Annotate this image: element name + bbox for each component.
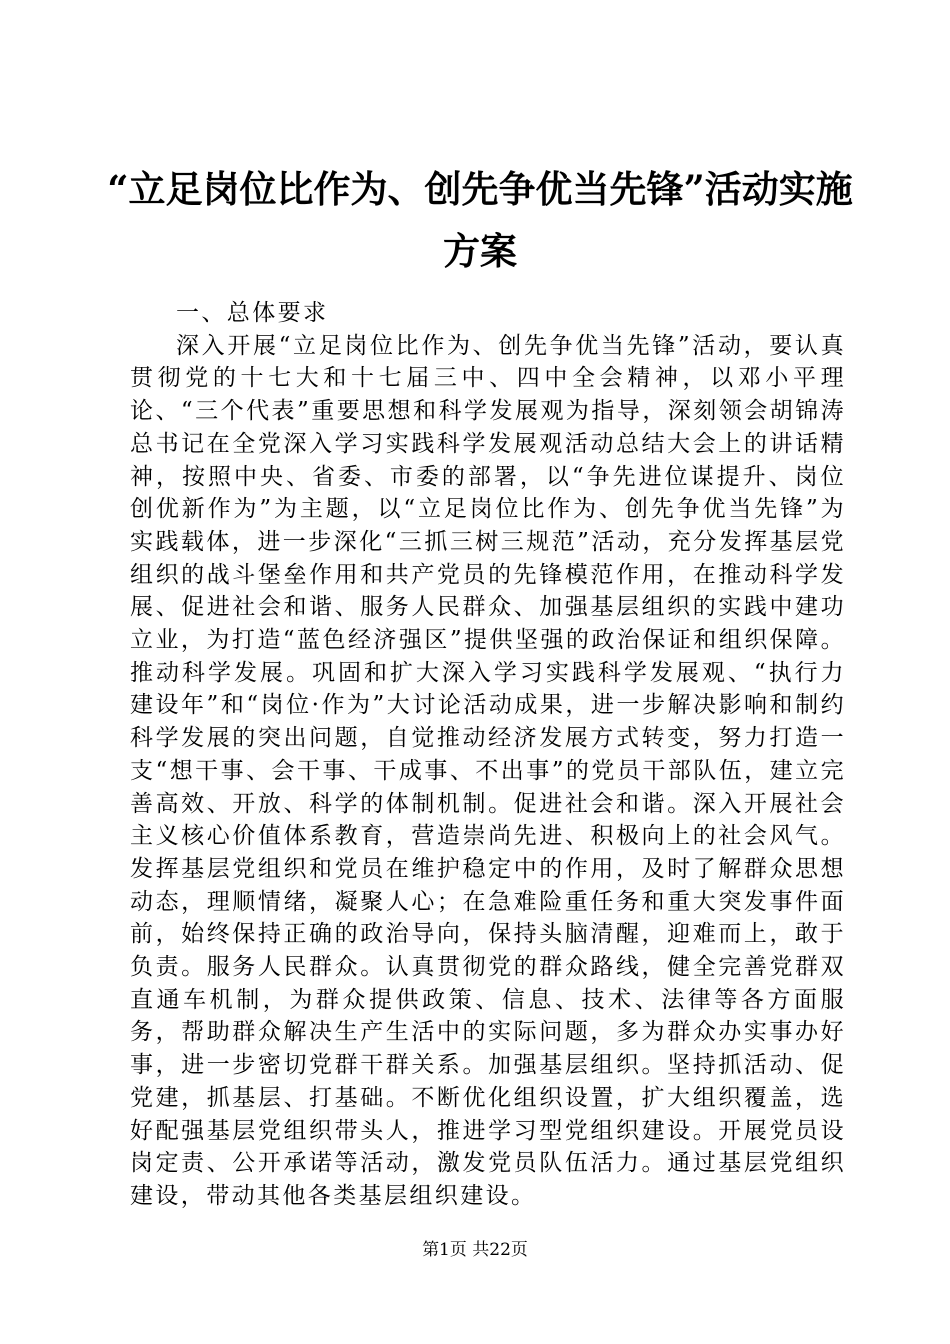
document-body [130, 297, 846, 1213]
document-title: “立足岗位比作为、创先争优当先锋”活动实施方案 [107, 167, 853, 273]
section-heading: 一、总体要求 [176, 300, 329, 326]
body-paragraph: 深入开展“立足岗位比作为、创先争优当先锋”活动，要认真贯彻党的十七大和十七届三中、四中全会精神，以邓小平理论、“三个代表”重要思想和科学发展观为指导，深刻领会胡锦涛总书记在全党深入学习实践科学发展观活动总结大会上的讲话精神，按照中央、省委、市委的部署，以“争先进位谋提升、岗位创优新作为”为主题，以“立足岗位比作为、创先争优当先锋”为实践载体，进一步深化“三抓三树三规范”活动，充分发挥基层党组织的战斗堡垒作用和共产党员的先锋模范作用，在推动科学发展、促进社会和谐、服务人民群众、加强基层组织的实践中建功立业，为打造“蓝色经济强区”提供坚强的政治保证和组织保障。推动科学发展。巩固和扩大深入学习实践科学发展观、“执行力建设年”和“岗位·作为”大讨论活动成果，进一步解决影响和制约科学发展的突出问题，自觉推动经济发展方式转变，努力打造一支“想干事、会干事、干成事、不出事”的党员干部队伍，建立完善高效、开放、科学的体制机制。促进社会和谐。深入开展社会主义核心价值体系教育，营造崇尚先进、积极向上的社会风气。发挥基层党组织和党员在维护稳定中的作用，及时了解群众思想动态，理顺情绪，凝聚人心；在急难险重任务和重大突发事件面前，始终保持正确的政治导向，保持头脑清醒，迎难而上，敢于负责。服务人民群众。认真贯彻党的群众路线，健全完善党群双直通车机制，为群众提供政策、信息、技术、法律等各方面服务，帮助群众解决生产生活中的实际问题，多为群众办实事办好事，进一步密切党群干群关系。加强基层组织。坚持抓活动、促党建，抓基层、打基础。不断优化组织设置，扩大组织覆盖，选好配强基层党组织带头人，推进学习型党组织建设。开展党员设岗定责、公开承诺等活动，激发党员队伍活力。通过基层党组织建设，带动其他各类基层组织建设。 [130, 332, 846, 1209]
page-number-footer: 第1页 共22页 [422, 1240, 528, 1260]
